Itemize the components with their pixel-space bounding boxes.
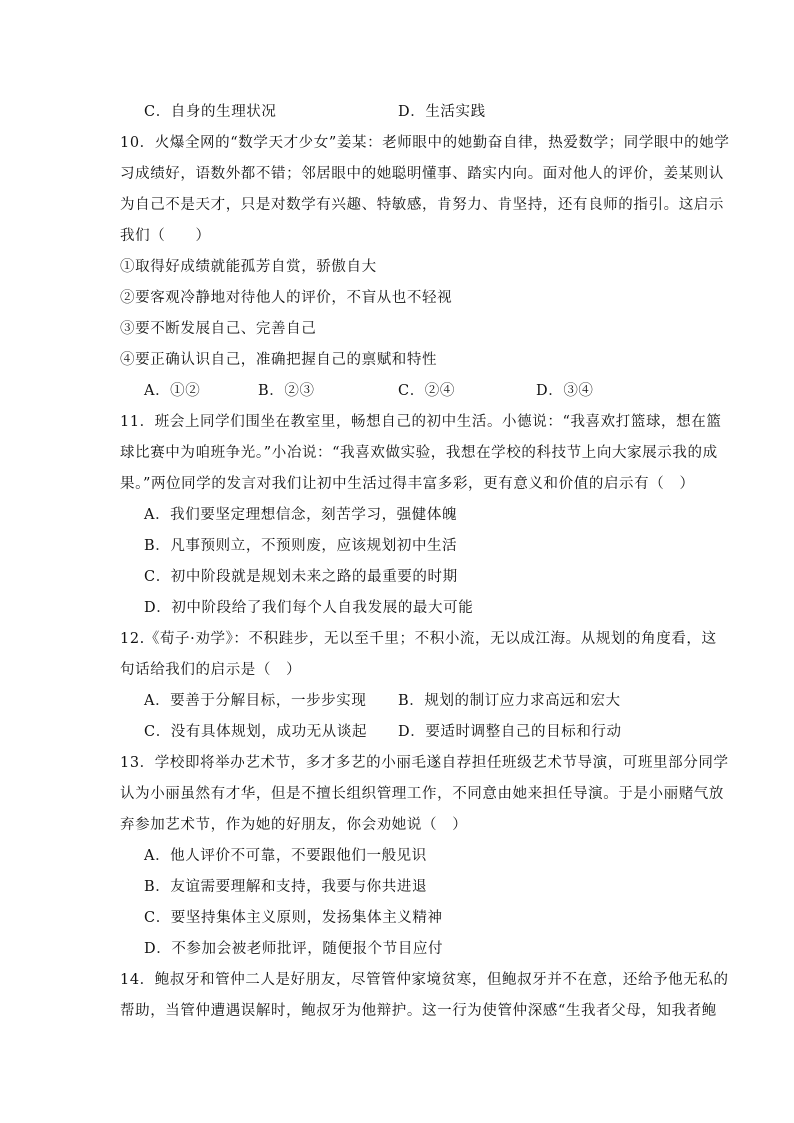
q10-option-c: C．②④	[398, 383, 455, 399]
q10-statement-4: ④要正确认识自己，准确把握自己的禀赋和特性	[120, 352, 438, 368]
q12-option-b: B．规划的制订应力求高远和宏大	[398, 693, 621, 709]
q10-statement-1: ①取得好成绩就能孤芳自赏，骄傲自大	[120, 259, 377, 275]
q9-option-d: D．生活实践	[398, 104, 486, 120]
q10-statement-2: ②要客观冷静地对待他人的评价，不盲从也不轻视	[120, 290, 453, 306]
q13-option-a: A．他人评价不可靠，不要跟他们一般见识	[144, 848, 427, 864]
q11-option-b: B．凡事预则立，不预则废，应该规划初中生活	[144, 538, 458, 554]
q10-stem-line-4: 我们（ ）	[120, 228, 211, 244]
q11-option-a: A．我们要坚定理想信念，刻苦学习，强健体魄	[144, 507, 458, 523]
q11-stem-line-3: 果。”两位同学的发言对我们让初中生活过得丰富多彩，更有意义和价值的启示有（ ）	[120, 476, 695, 492]
q10-option-a: A．①②	[144, 383, 201, 399]
q11-stem-line-1: 11．班会上同学们围坐在教室里，畅想自己的初中生活。小德说：“我喜欢打篮球，想在篮	[120, 414, 722, 430]
q11-option-c: C．初中阶段就是规划未来之路的最重要的时期	[144, 569, 458, 585]
q13-option-b: B．友谊需要理解和支持，我要与你共进退	[144, 879, 428, 895]
q10-statement-3: ③要不断发展自己、完善自己	[120, 321, 317, 337]
q14-stem-line-1: 14．鲍叔牙和管仲二人是好朋友，尽管管仲家境贫寒，但鲍叔牙并不在意，还给予他无私的	[120, 972, 729, 988]
q13-option-d: D．不参加会被老师批评，随便报个节目应付	[144, 941, 444, 957]
q11-stem-line-2: 球比赛中为咱班争光。”小冶说：“我喜欢做实验，我想在学校的科技节上向大家展示我的成	[120, 445, 718, 461]
q13-stem-line-3: 弃参加艺术节，作为她的好朋友，你会劝她说（ ）	[120, 817, 468, 833]
q10-stem-line-2: 习成绩好，语数外都不错；邻居眼中的她聪明懂事、踏实内向。面对他人的评价，姜某则认	[120, 166, 724, 182]
q12-option-a: A．要善于分解目标，一步步实现	[144, 693, 367, 709]
q12-option-c: C．没有具体规划，成功无从谈起	[144, 724, 368, 740]
q10-option-d: D．③④	[536, 383, 594, 399]
q13-stem-line-1: 13．学校即将举办艺术节，多才多艺的小丽毛遂自荐担任班级艺术节导演，可班里部分同学	[120, 755, 729, 771]
q11-option-d: D．初中阶段给了我们每个人自我发展的最大可能	[144, 600, 474, 616]
q10-stem-line-3: 为自己不是天才，只是对数学有兴趣、特敏感，肯努力、肯坚持，还有良师的指引。这启示	[120, 197, 724, 213]
q12-stem-line-1: 12.《荀子·劝学》：不积跬步，无以至千里；不积小流，无以成江海。从规划的角度看，这	[120, 631, 717, 647]
q14-stem-line-2: 帮助，当管仲遭遇误解时，鲍叔牙为他辩护。这一行为使管仲深感“生我者父母，知我者鲍	[120, 1003, 717, 1019]
q13-stem-line-2: 认为小丽虽然有才华，但是不擅长组织管理工作，不同意由她来担任导演。于是小丽赌气放	[120, 786, 724, 802]
q12-stem-line-2: 句话给我们的启示是（ ）	[120, 662, 302, 678]
q10-stem-line-1: 10．火爆全网的“数学天才少女”姜某：老师眼中的她勤奋自律，热爱数学；同学眼中的她学	[120, 135, 730, 151]
q13-option-c: C．要坚持集体主义原则，发扬集体主义精神	[144, 910, 443, 926]
q12-option-d: D．要适时调整自己的目标和行动	[398, 724, 622, 740]
q9-option-c: C．自身的生理状况	[144, 104, 277, 120]
q10-option-b: B．②③	[258, 383, 315, 399]
